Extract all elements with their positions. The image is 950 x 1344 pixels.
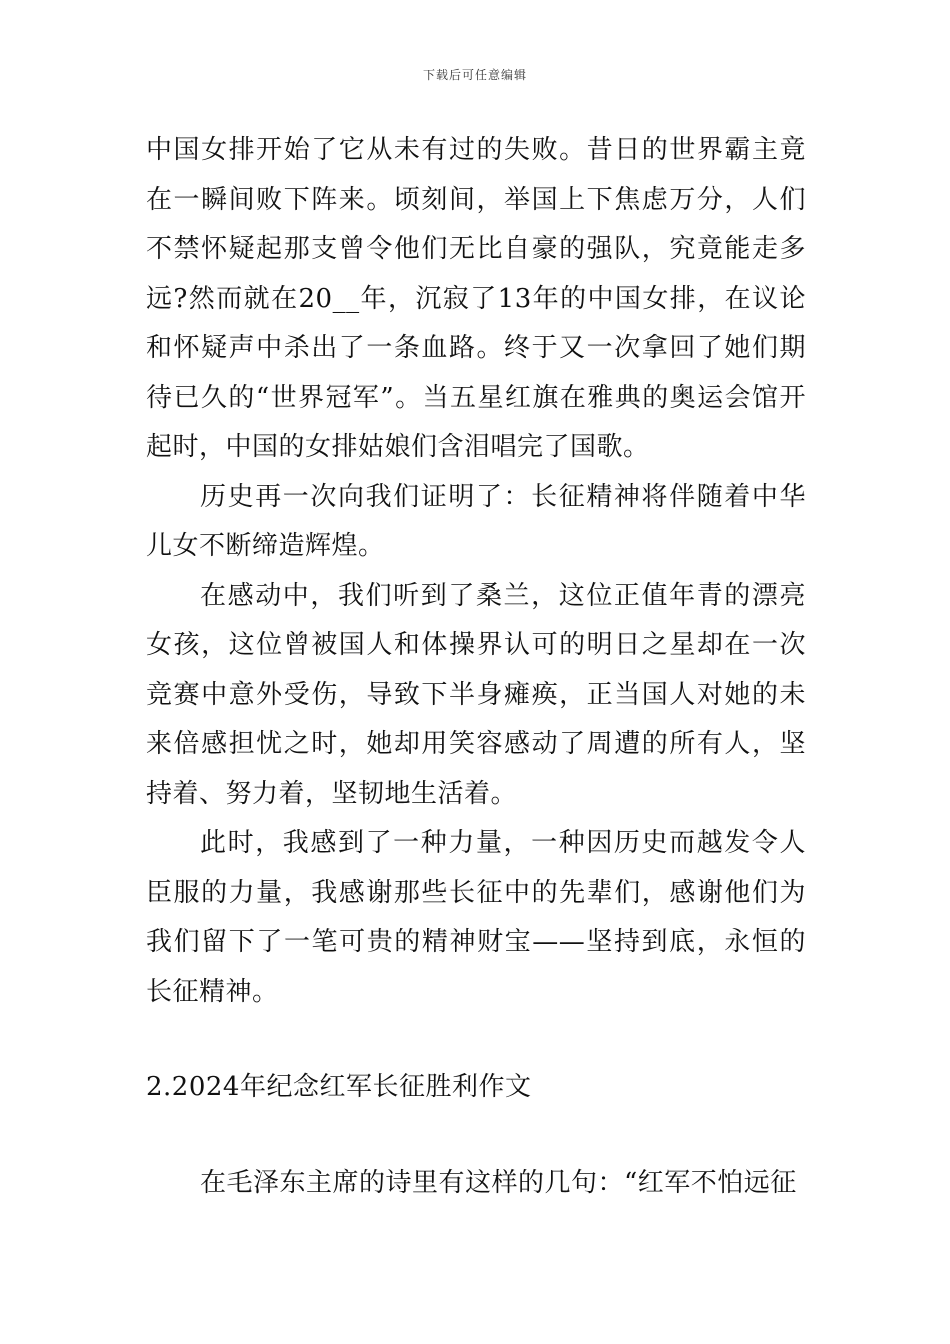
paragraph-power-of-history: 此时，我感到了一种力量，一种因历史而越发令人臣服的力量，我感谢那些长征中的先辈们，感谢他们为我们留下了一笔可贵的精神财宝——坚持到底，永恒的长征精神。 [146, 828, 806, 1007]
paragraph-sang-lan: 在感动中，我们听到了桑兰，这位正值年青的漂亮女孩，这位曾被国人和体操界认可的明日之星却在一次竞赛中意外受伤，导致下半身瘫痪，正当国人对她的未来倍感担忧之时，她却用笑容感动了周遭的所有人，坚持着、努力着，坚韧地生活着。 [146, 580, 806, 809]
document-body [146, 126, 806, 1208]
section-title: 2.2024年纪念红军长征胜利作文 [146, 1072, 532, 1102]
section-first-paragraph: 在毛泽东主席的诗里有这样的几句：“红军不怕远征 [200, 1167, 797, 1198]
paragraph-history-proves: 历史再一次向我们证明了：长征精神将伴随着中华儿女不断缔造辉煌。 [146, 481, 806, 561]
page-header: 下载后可任意编辑 [422, 68, 527, 82]
paragraph-women-volleyball: 中国女排开始了它从未有过的失败。昔日的世界霸主竟在一瞬间败下阵来。顷刻间，举国上下焦虑万分，人们不禁怀疑起那支曾令他们无比自豪的强队，究竟能走多远?然而就在20__年，沉寂了13年的中国女排，在议论和怀疑声中杀出了一条血路。终于又一次拿回了她们期待已久的“世界冠军”。当五星红旗在雅典的奥运会馆开起时，中国的女排姑娘们含泪唱完了国歌。 [146, 135, 806, 462]
